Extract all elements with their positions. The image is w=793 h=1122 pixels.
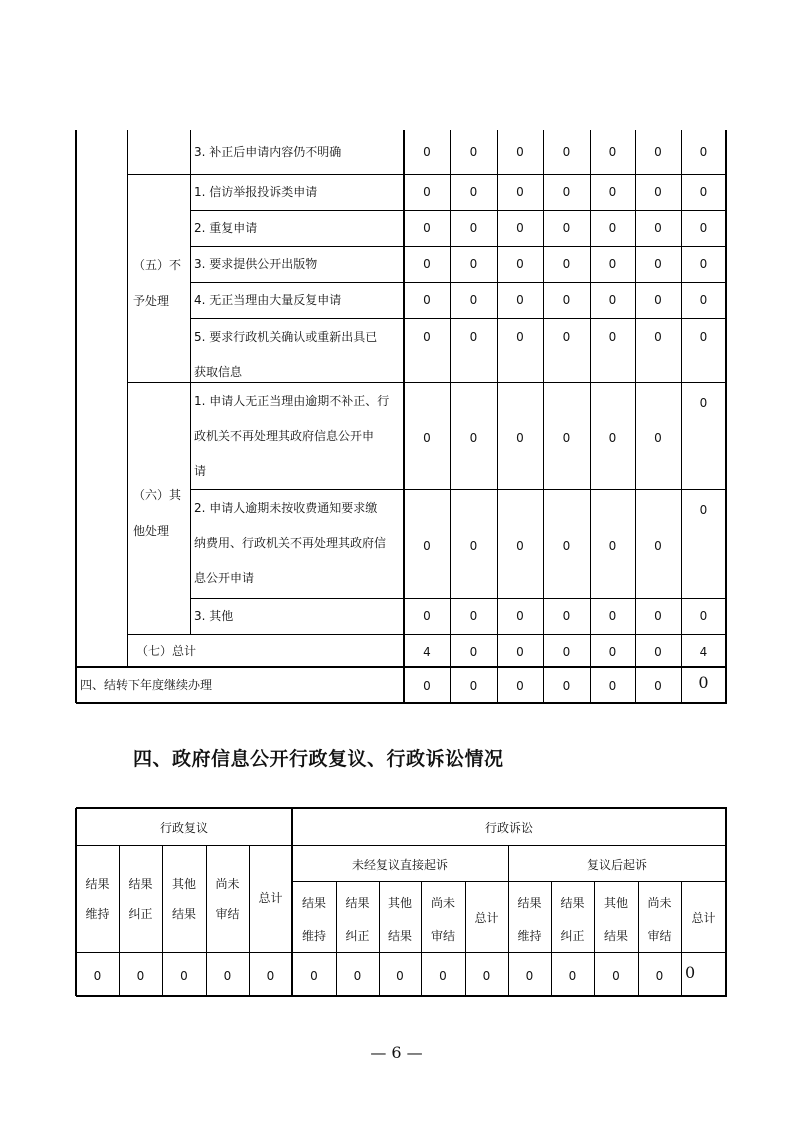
cell-value: 0	[608, 293, 617, 307]
header-post-review-suit: 复议后起诉	[586, 858, 647, 872]
group-label: 予处理	[133, 294, 170, 308]
cell-value: 0	[353, 969, 362, 983]
cell-value: 0	[562, 293, 571, 307]
cell-value: 0	[469, 221, 478, 235]
page-number: — 6 —	[370, 1043, 423, 1062]
column-header: 审结	[647, 929, 672, 943]
row-label: 1. 申请人无正当理由逾期不补正、行	[194, 394, 390, 408]
cell-value: 0	[699, 185, 708, 199]
cell-value: 0	[699, 145, 708, 159]
header-admin-review: 行政复议	[159, 821, 208, 835]
cell-value: 0	[562, 257, 571, 271]
cell-value: 0	[396, 969, 404, 983]
table-row-rule	[190, 489, 727, 490]
cell-value: 0	[699, 396, 708, 410]
cell-value: 0	[516, 257, 524, 271]
table-border-top	[76, 807, 727, 809]
cell-value: 0	[310, 969, 318, 983]
carry-value: 0	[469, 679, 478, 693]
table-row-rule	[76, 702, 727, 704]
header-admin-litigation: 行政诉讼	[484, 821, 533, 835]
cell-value: 0	[516, 293, 524, 307]
table-row-rule	[127, 174, 727, 175]
cell-value: 0	[469, 257, 478, 271]
row-label: 3. 其他	[194, 609, 234, 623]
cell-value: 0	[423, 538, 431, 553]
table-row-rule	[76, 952, 726, 953]
cell-value: 0	[699, 221, 708, 235]
row-label: 2. 申请人逾期未按收费通知要求缴	[194, 501, 378, 515]
carry-value: 0	[698, 673, 709, 692]
table-row-rule	[76, 845, 726, 846]
cell-value: 0	[654, 609, 662, 623]
column-header: 其他	[603, 896, 628, 910]
row-label: 获取信息	[194, 365, 243, 379]
column-header: 结果	[171, 907, 196, 921]
cell-value: 0	[516, 185, 524, 199]
carry-value: 0	[516, 679, 524, 693]
total-value: 0	[469, 645, 478, 659]
cell-value: 0	[608, 430, 617, 445]
carry-value: 0	[608, 679, 617, 693]
cell-value: 0	[482, 969, 491, 983]
cell-value: 0	[516, 609, 524, 623]
column-header: 尚未	[647, 896, 672, 910]
cell-value: 0	[516, 221, 524, 235]
row-label: 3. 要求提供公开出版物	[194, 257, 318, 271]
cell-value: 0	[93, 969, 102, 983]
carry-value: 0	[562, 679, 571, 693]
cell-value: 0	[516, 330, 524, 344]
cell-value: 0	[469, 293, 478, 307]
cell-value: 0	[423, 330, 431, 344]
cell-value: 0	[654, 430, 662, 445]
cell-value: 0	[699, 503, 708, 517]
carry-value: 0	[654, 679, 662, 693]
cell-value: 0	[654, 330, 662, 344]
cell-value: 0	[423, 430, 431, 445]
column-header: 纠正	[560, 929, 585, 943]
cell-value: 0	[612, 969, 620, 983]
cell-value: 0	[469, 145, 478, 159]
table-row-rule	[127, 634, 727, 635]
cell-value: 0	[516, 430, 524, 445]
table-row-rule	[190, 282, 727, 283]
table-row-rule	[190, 598, 727, 599]
column-header: 其他	[387, 896, 412, 910]
header-direct-suit: 未经复议直接起诉	[351, 858, 448, 872]
column-header: 维持	[85, 907, 110, 921]
cell-value: 0	[525, 969, 534, 983]
row-label: 息公开申请	[194, 571, 255, 585]
carry-label: 四、结转下年度继续办理	[80, 678, 213, 692]
column-header: 其他	[171, 877, 196, 891]
cell-value: 0	[469, 430, 478, 445]
cell-value: 0	[562, 185, 571, 199]
cell-value: 0	[699, 257, 708, 271]
column-header: 结果	[603, 929, 628, 943]
table-row-rule	[190, 210, 727, 211]
table-rule	[127, 130, 128, 667]
row-label: 政机关不再处理其政府信息公开申	[194, 429, 375, 443]
cell-value: 0	[608, 609, 617, 623]
table-border-left	[75, 808, 77, 996]
cell-value: 0	[654, 538, 662, 553]
table-row-rule	[190, 318, 727, 319]
cell-value: 0	[180, 969, 188, 983]
cell-value: 0	[568, 969, 577, 983]
cell-value: 0	[562, 330, 571, 344]
cell-value: 0	[266, 969, 275, 983]
total-label: （七）总计	[136, 644, 197, 658]
row-label: 4. 无正当理由大量反复申请	[194, 293, 342, 307]
column-header: 尚未	[215, 877, 240, 891]
table-row-rule	[190, 246, 727, 247]
carry-value: 0	[423, 679, 431, 693]
column-header: 总计	[258, 891, 283, 905]
section-title: 四、政府信息公开行政复议、行政诉讼情况	[133, 748, 504, 770]
column-header: 结果	[345, 896, 370, 910]
cell-value: 0	[654, 221, 662, 235]
cell-value: 0	[562, 430, 571, 445]
table-row-rule	[292, 881, 726, 882]
cell-value: 0	[608, 185, 617, 199]
column-header: 审结	[215, 907, 240, 921]
column-header: 结果	[560, 896, 585, 910]
cell-value: 0	[685, 963, 696, 982]
total-value: 0	[562, 645, 571, 659]
group-label: 他处理	[133, 524, 170, 538]
row-label: 3. 补正后申请内容仍不明确	[194, 145, 342, 159]
total-value: 4	[423, 645, 431, 659]
column-header: 总计	[474, 911, 499, 925]
cell-value: 0	[423, 185, 431, 199]
cell-value: 0	[654, 185, 662, 199]
column-header: 维持	[517, 929, 542, 943]
row-label: 请	[194, 464, 207, 478]
table-row-rule	[127, 382, 727, 383]
group-label: （六）其	[133, 488, 182, 502]
cell-value: 0	[469, 609, 478, 623]
row-label: 5. 要求行政机关确认或重新出具已	[194, 330, 378, 344]
column-header: 结果	[85, 877, 110, 891]
column-header: 结果	[128, 877, 153, 891]
table-row-rule	[76, 666, 727, 668]
cell-value: 0	[654, 293, 662, 307]
column-header: 纠正	[345, 929, 370, 943]
column-header: 总计	[691, 911, 716, 925]
column-header: 结果	[301, 896, 326, 910]
total-value: 4	[699, 645, 708, 659]
total-value: 0	[654, 645, 662, 659]
group-label: （五）不	[133, 258, 182, 272]
row-label: 纳费用、行政机关不再处理其政府信	[194, 536, 387, 550]
cell-value: 0	[439, 969, 447, 983]
row-label: 2. 重复申请	[194, 221, 258, 235]
cell-value: 0	[423, 145, 431, 159]
cell-value: 0	[608, 145, 617, 159]
total-value: 0	[608, 645, 617, 659]
cell-value: 0	[136, 969, 145, 983]
cell-value: 0	[516, 145, 524, 159]
cell-value: 0	[608, 330, 617, 344]
cell-value: 0	[423, 293, 431, 307]
column-header: 维持	[301, 929, 326, 943]
cell-value: 0	[469, 538, 478, 553]
cell-value: 0	[655, 969, 664, 983]
column-header: 纠正	[128, 907, 153, 921]
row-label: 1. 信访举报投诉类申请	[194, 185, 318, 199]
cell-value: 0	[562, 145, 571, 159]
cell-value: 0	[699, 609, 708, 623]
table-column-rule	[681, 881, 682, 996]
cell-value: 0	[469, 185, 478, 199]
cell-value: 0	[223, 969, 232, 983]
cell-value: 0	[608, 257, 617, 271]
cell-value: 0	[654, 145, 662, 159]
column-header: 结果	[517, 896, 542, 910]
cell-value: 0	[699, 293, 708, 307]
cell-value: 0	[469, 330, 478, 344]
cell-value: 0	[423, 609, 431, 623]
table-border-left	[75, 130, 77, 703]
cell-value: 0	[608, 538, 617, 553]
cell-value: 0	[562, 221, 571, 235]
column-header: 结果	[387, 929, 412, 943]
table-border-right	[725, 808, 727, 996]
table-border-bottom	[76, 995, 727, 997]
cell-value: 0	[516, 538, 524, 553]
cell-value: 0	[423, 257, 431, 271]
cell-value: 0	[423, 221, 431, 235]
column-header: 尚未	[430, 896, 455, 910]
total-value: 0	[516, 645, 524, 659]
cell-value: 0	[654, 257, 662, 271]
cell-value: 0	[562, 538, 571, 553]
column-header: 审结	[430, 929, 455, 943]
cell-value: 0	[608, 221, 617, 235]
cell-value: 0	[562, 609, 571, 623]
cell-value: 0	[699, 330, 708, 344]
